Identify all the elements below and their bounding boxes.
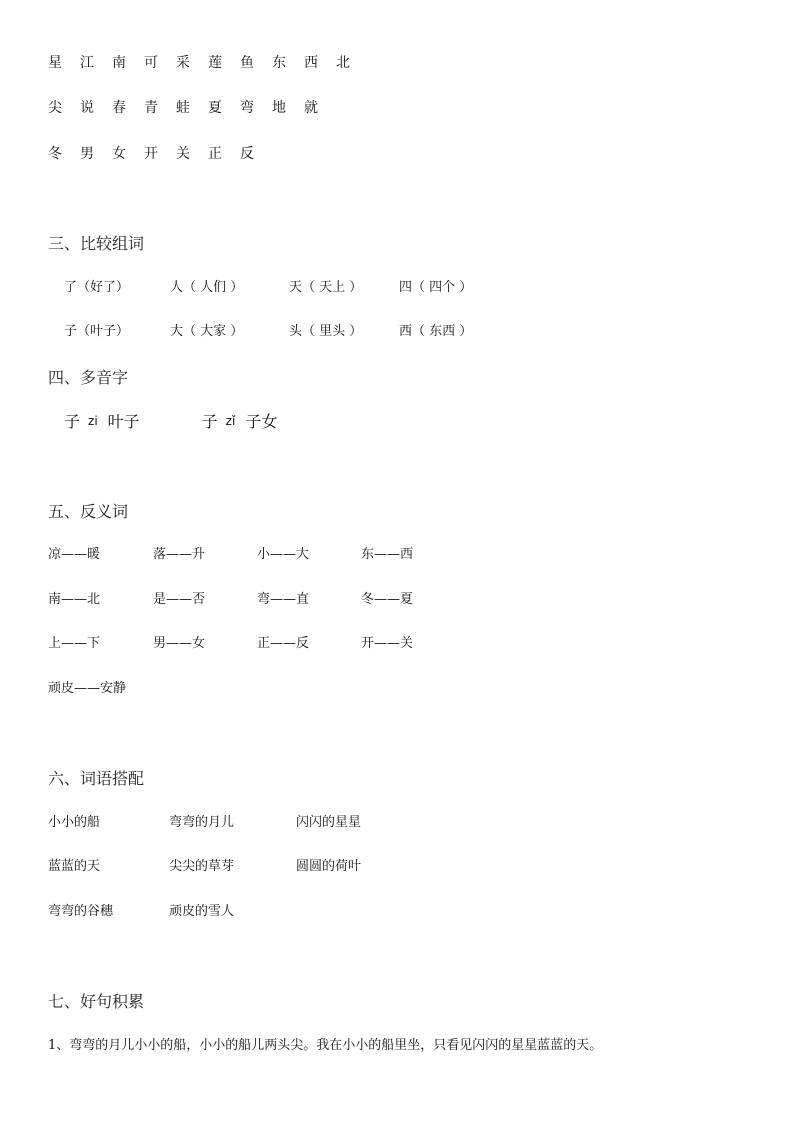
char: 蛙 — [176, 100, 190, 116]
polyphone-word: 叶子 — [107, 412, 140, 431]
polyphone-char: 子 — [201, 412, 218, 431]
char: 开 — [144, 146, 158, 162]
antonym-pair: 正——反 — [257, 636, 310, 651]
antonym-pair: 开——关 — [361, 636, 414, 651]
compare-item: 子（叶子） — [64, 324, 130, 339]
char: 正 — [208, 146, 222, 162]
char: 东 — [272, 55, 286, 71]
char: 江 — [80, 55, 94, 71]
char-row-2 — [48, 97, 336, 117]
antonym-pair: 东——西 — [361, 547, 414, 562]
char: 就 — [304, 100, 318, 116]
antonym-pair: 弯——直 — [257, 592, 310, 607]
compare-row-1 — [64, 276, 472, 295]
collocation-item: 闪闪的星星 — [296, 815, 362, 830]
char: 冬 — [48, 146, 62, 162]
collocation-item: 尖尖的草芽 — [169, 859, 235, 874]
char-row-1 — [48, 52, 368, 72]
char-row-3 — [48, 143, 272, 163]
polyphone-row — [64, 409, 277, 432]
char: 男 — [80, 146, 94, 162]
char: 北 — [336, 55, 350, 71]
compare-item: 大（ 大家 ） — [170, 324, 244, 339]
polyphone-char: 子 — [64, 412, 81, 431]
char: 关 — [176, 146, 190, 162]
collocation-row-3 — [48, 900, 234, 919]
compare-item: 四（ 四个 ） — [399, 280, 473, 295]
collocation-row-1 — [48, 811, 361, 830]
collocation-item: 圆圆的荷叶 — [296, 859, 362, 874]
antonym-pair: 上——下 — [48, 636, 101, 651]
char: 反 — [240, 146, 254, 162]
antonym-pair: 落——升 — [153, 547, 206, 562]
compare-row-2 — [64, 320, 472, 339]
char: 莲 — [208, 55, 222, 71]
antonym-row-3 — [48, 632, 413, 651]
collocation-row-2 — [48, 855, 361, 874]
collocation-item: 小小的船 — [48, 815, 101, 830]
section-title-antonyms: 五、反义词 — [48, 502, 129, 521]
char: 春 — [112, 100, 126, 116]
compare-item: 西（ 东西 ） — [399, 324, 473, 339]
collocation-item: 弯弯的月儿 — [169, 815, 235, 830]
compare-item: 了（好了） — [64, 280, 130, 295]
sentence-row — [48, 1034, 602, 1053]
antonym-pair: 南——北 — [48, 592, 101, 607]
char: 南 — [112, 55, 126, 71]
antonym-pair: 顽皮——安静 — [48, 681, 127, 696]
char: 弯 — [240, 100, 254, 116]
section-title-sentences: 七、好句积累 — [48, 992, 145, 1011]
char: 可 — [144, 55, 158, 71]
compare-item: 人（ 人们 ） — [170, 280, 244, 295]
section-title-collocation: 六、词语搭配 — [48, 769, 145, 788]
char: 鱼 — [240, 55, 254, 71]
antonym-row-2 — [48, 588, 413, 607]
char: 夏 — [208, 100, 222, 116]
antonym-pair: 小——大 — [257, 547, 310, 562]
antonym-pair: 冬——夏 — [361, 592, 414, 607]
compare-item: 天（ 天上 ） — [289, 280, 363, 295]
antonym-pair: 凉——暖 — [48, 547, 101, 562]
char: 尖 — [48, 100, 62, 116]
polyphone-word: 子女 — [245, 412, 278, 431]
collocation-item: 弯弯的谷穗 — [48, 904, 114, 919]
polyphone-pinyin: zi — [88, 413, 98, 428]
collocation-item: 蓝蓝的天 — [48, 859, 101, 874]
char: 女 — [112, 146, 126, 162]
char: 说 — [80, 100, 94, 116]
char: 地 — [272, 100, 286, 116]
antonym-pair: 男——女 — [153, 636, 206, 651]
antonym-row-1 — [48, 543, 413, 562]
section-title-compare: 三、比较组词 — [48, 234, 145, 253]
section-title-polyphone: 四、多音字 — [48, 368, 129, 387]
polyphone-pinyin: zǐ — [225, 413, 236, 428]
char: 青 — [144, 100, 158, 116]
char: 采 — [176, 55, 190, 71]
sentence-item: 1、弯弯的月儿小小的船，小小的船儿两头尖。我在小小的船里坐，只看见闪闪的星星蓝蓝的天。 — [48, 1038, 603, 1053]
antonym-row-4 — [48, 677, 126, 696]
char: 星 — [48, 55, 62, 71]
antonym-pair: 是——否 — [153, 592, 206, 607]
compare-item: 头（ 里头 ） — [289, 324, 363, 339]
char: 西 — [304, 55, 318, 71]
collocation-item: 顽皮的雪人 — [169, 904, 235, 919]
